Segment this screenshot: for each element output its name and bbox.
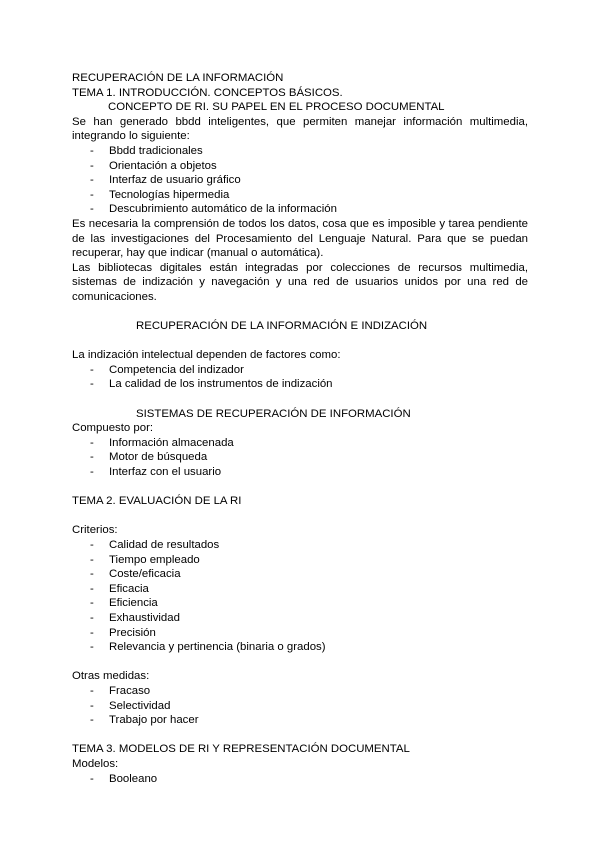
list-item: - Descubrimiento automático de la información: [90, 203, 337, 216]
dash-bullet: -: [90, 772, 94, 785]
tema2-title: TEMA 2. EVALUACIÓN DE LA RI: [72, 495, 242, 508]
list-item: - Tecnologías hipermedia: [90, 188, 230, 201]
list-item: - Información almacenada: [90, 436, 234, 449]
tema1-list: [72, 144, 528, 217]
otras-medidas-list: [72, 684, 528, 728]
dash-bullet: -: [90, 466, 94, 479]
dash-bullet: -: [90, 582, 94, 595]
dash-bullet: -: [90, 597, 94, 610]
dash-bullet: -: [90, 203, 94, 216]
dash-bullet: -: [90, 611, 94, 624]
list-item: - Competencia del indizador: [90, 363, 244, 376]
tema1-paragraph-2: Las bibliotecas digitales están integradas por colecciones de recursos multimedia, sistemas de indización y navegación y una red de usuarios unidos por una red de comunicaciones.: [72, 261, 528, 303]
list-item: - Fracaso: [90, 684, 151, 697]
sistemas-list: [72, 436, 528, 480]
list-item: - Selectividad: [90, 699, 171, 712]
list-item: - Tiempo empleado: [90, 553, 200, 566]
list-item: - Orientación a objetos: [90, 159, 217, 172]
criterios-list: [72, 538, 528, 655]
document-title: RECUPERACIÓN DE LA INFORMACIÓN: [72, 72, 284, 84]
dash-bullet: -: [90, 568, 94, 581]
dash-bullet: -: [90, 553, 94, 566]
dash-bullet: -: [90, 159, 94, 172]
list-item: - Interfaz con el usuario: [90, 466, 222, 479]
dash-bullet: -: [90, 174, 94, 187]
tema1-paragraph-1: Es necesaria la comprensión de todos los datos, cosa que es imposible y tarea pendiente de las investigaciones del Procesamiento del Lenguaje Natural. Para que se puedan recuperar, hay que indicar (manual o automática).: [72, 217, 528, 260]
dash-bullet: -: [90, 714, 94, 727]
list-item: - La calidad de los instrumentos de indización: [90, 378, 333, 391]
dash-bullet: -: [90, 539, 94, 551]
list-item: - Interfaz de usuario gráfico: [90, 174, 241, 187]
list-item: - Coste/eficacia: [90, 568, 181, 581]
list-item: - Precisión: [90, 626, 156, 639]
dash-bullet: -: [90, 363, 94, 376]
tema3-title: TEMA 3. MODELOS DE RI Y REPRESENTACIÓN DOCUMENTAL: [72, 743, 410, 756]
dash-bullet: -: [90, 378, 94, 391]
section-title-indizacion: RECUPERACIÓN DE LA INFORMACIÓN E INDIZACIÓN: [136, 320, 428, 333]
section-intro-sistemas: Compuesto por:: [72, 422, 154, 435]
list-item: - Bbdd tradicionales: [90, 144, 203, 157]
modelos-list: [72, 772, 528, 787]
dash-bullet: -: [90, 188, 94, 201]
indizacion-list: [72, 363, 528, 392]
dash-bullet: -: [90, 684, 94, 697]
tema1-intro: Se han generado bbdd inteligentes, que permiten manejar información multimedia, integrando lo siguiente:: [72, 115, 528, 143]
list-item: - Calidad de resultados: [90, 539, 220, 551]
criterios-label: Criterios:: [72, 524, 118, 537]
list-item: - Exhaustividad: [90, 611, 180, 624]
dash-bullet: -: [90, 436, 94, 449]
list-item: - Eficiencia: [90, 597, 158, 610]
section-intro-indizacion: La indización intelectual dependen de factores como:: [72, 349, 341, 362]
otras-medidas-label: Otras medidas:: [72, 670, 150, 683]
dash-bullet: -: [90, 626, 94, 639]
dash-bullet: -: [90, 144, 94, 157]
modelos-label: Modelos:: [72, 757, 119, 770]
dash-bullet: -: [90, 699, 94, 712]
list-item: - Booleano: [90, 772, 158, 785]
section-title-sistemas: SISTEMAS DE RECUPERACIÓN DE INFORMACIÓN: [136, 407, 411, 420]
tema1-subtitle: CONCEPTO DE RI. SU PAPEL EN EL PROCESO DOCUMENTAL: [108, 101, 445, 114]
dash-bullet: -: [90, 641, 94, 654]
list-item: - Motor de búsqueda: [90, 451, 208, 464]
list-item: - Relevancia y pertinencia (binaria o grados): [90, 641, 326, 654]
tema1-title: TEMA 1. INTRODUCCIÓN. CONCEPTOS BÁSICOS.: [72, 86, 343, 99]
list-item: - Eficacia: [90, 582, 149, 595]
document-page: [72, 71, 528, 786]
dash-bullet: -: [90, 451, 94, 464]
list-item: - Trabajo por hacer: [90, 714, 199, 727]
